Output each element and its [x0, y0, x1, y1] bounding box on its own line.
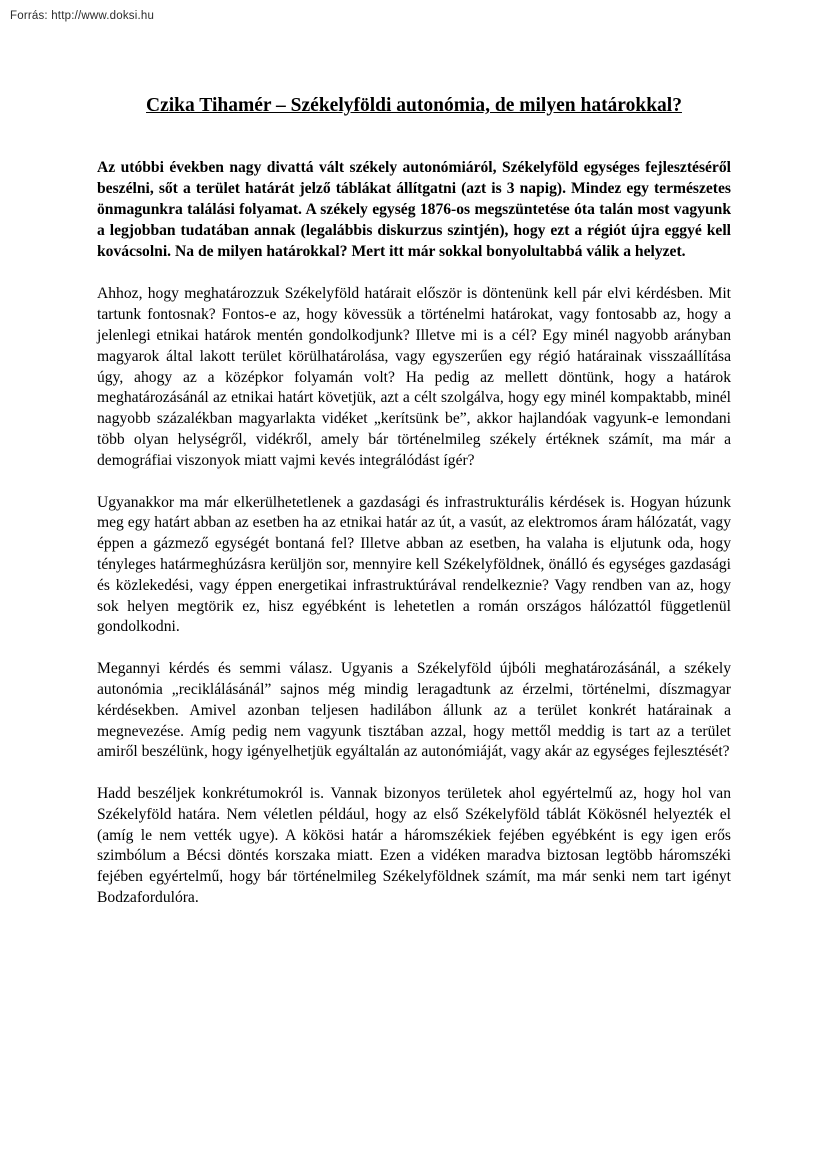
document-body	[97, 158, 731, 909]
body-paragraph: Ahhoz, hogy meghatározzuk Székelyföld határait először is döntenünk kell pár elvi kérdésben. Mit tartunk fontosnak? Fontos-e az, hogy kövessük a történelmi határokat, vagy fontosabb az, hogy a jelenlegi etnikai határok mentén gondolkodjunk? Illetve mi is a cél? Egy minél nagyobb arányban magyarok által lakott terület körülhatárolása, vagy egyszerűen egy régió határainak visszaállítása úgy, ahogy az a középkor folyamán volt? Ha pedig az mellett döntünk, hogy a határok meghatározásánál az etnikai határt követjük, azt a célt szolgálva, hogy egy minél kompaktabb, minél nagyobb százalékban magyarlakta vidéket „kerítsünk be”, akkor hajlandóak vagyunk-e lemondani több olyan helységről, vidékről, amely bár történelmileg székely értéknek számít, ma már a demográfiai viszonyok miatt vajmi kevés integrálódást ígér?	[97, 285, 731, 469]
document-title: Czika Tihamér – Székelyföldi autonómia, de milyen határokkal?	[146, 95, 682, 116]
lead-paragraph: Az utóbbi években nagy divattá vált székely autonómiáról, Székelyföld egységes fejlesztéséről beszélni, sőt a terület határát jelző táblákat állítgatni (azt is 3 napig). Mindez egy természetes önmagunkra találási folyamat. A székely egység 1876-os megszüntetése óta talán most vagyunk a legjobban tudatában annak (legalábbis diskurzus szintjén), hogy ezt a régiót újra eggyé kell kovácsolni. Na de milyen határokkal? Mert itt már sokkal bonyolultabbá válik a helyzet.	[97, 159, 731, 260]
body-paragraph: Hadd beszéljek konkrétumokról is. Vannak bizonyos területek ahol egyértelmű az, hogy hol van Székelyföld határa. Nem véletlen például, hogy az első Székelyföld táblát Kökösnél helyezték el (amíg le nem vették ugye). A kökösi határ a háromszékiek fejében egyébként is egy igen erős szimbólum a Bécsi döntés korszaka miatt. Ezen a vidéken maradva biztosan legtöbb háromszéki fejében egyértelmű, hogy bár történelmileg Székelyföldnek számít, ma már senki nem tart igényt Bodzafordulóra.	[97, 785, 731, 907]
body-paragraph: Ugyanakkor ma már elkerülhetetlenek a gazdasági és infrastrukturális kérdések is. Hogyan húzunk meg egy határt abban az esetben ha az etnikai határ az út, a vasút, az elektromos áram hálózatát, vagy éppen a gázmező egységét bontaná fel? Illetve abban az esetben, ha valaha is eljutunk oda, hogy tényleges határmeghúzásra kerüljön sor, mennyire kell Székelyföldnek, önálló és egységes gazdasági és közlekedési, vagy éppen energetikai infrastruktúrával rendelkeznie? Vagy rendben van az, hogy sok helyen megtörik ez, hisz egyébként is lehetetlen a román országos hálózattól függetlenül gondolkodni.	[97, 493, 731, 636]
source-url: Forrás: http://www.doksi.hu	[10, 10, 155, 22]
body-paragraph: Megannyi kérdés és semmi válasz. Ugyanis a Székelyföld újbóli meghatározásánál, a székely autonómia „reciklálásánál” sajnos még mindig leragadtunk az érzelmi, történelmi, díszmagyar kérdésekben. Amivel azonban teljesen hadilábon állunk az a terület konkrét határainak a megnevezése. Amíg pedig nem vagyunk tisztában azzal, hogy mettől meddig is tart az a terület amiről beszélünk, hogy igényelhetjük egyáltalán az autonómiáját, vagy akár az egységes fejlesztését?	[97, 660, 731, 761]
document-content	[97, 94, 731, 930]
